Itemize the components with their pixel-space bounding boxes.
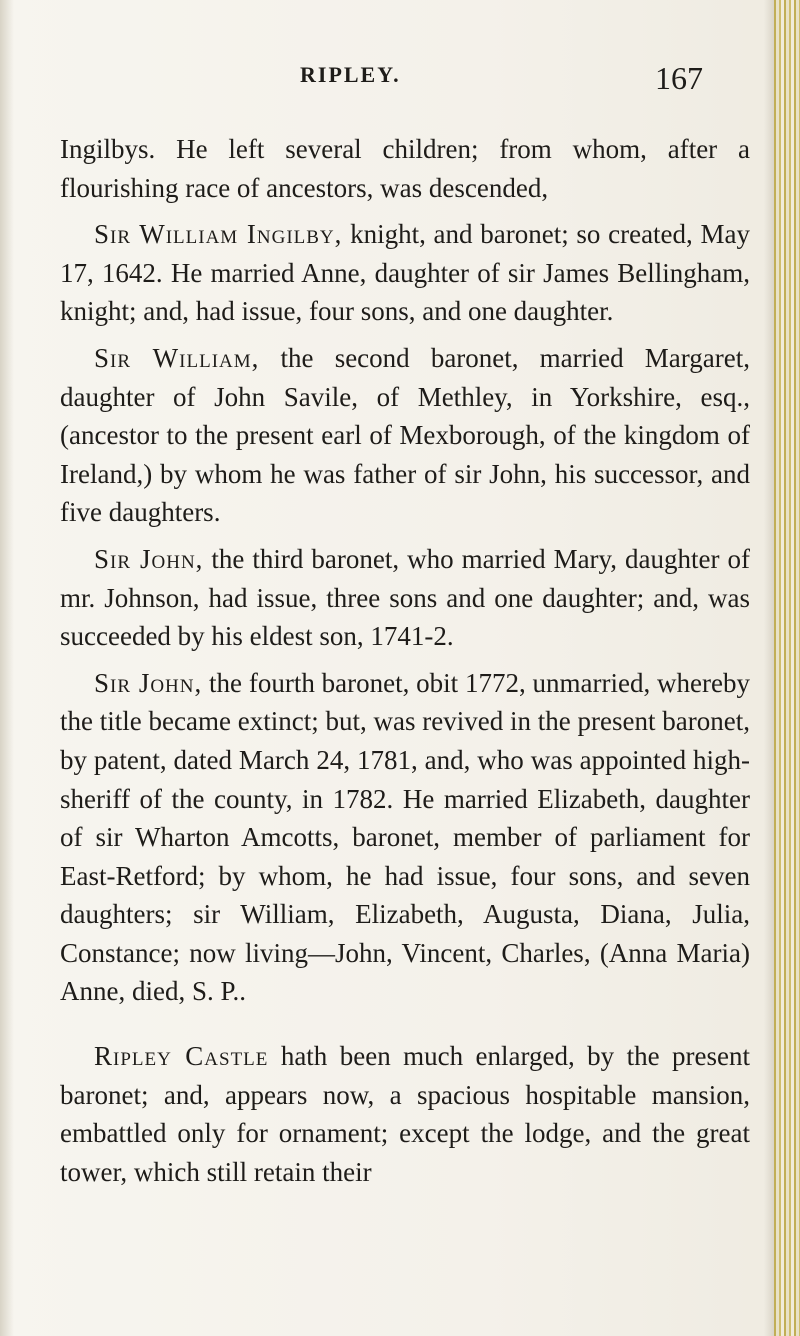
paragraph-text: the second baronet, married Margaret, daughter of John Savile, of Methley, in Yorkshire, esq., (ancestor to the present earl of Mexborough, of the kingdom of Ireland,) by whom he was father of sir John, his successor, and five daughters. — [60, 342, 750, 528]
fore-edge-shade — [764, 0, 774, 1336]
page-number: 167 — [655, 60, 703, 96]
paragraph-6 — [60, 1037, 750, 1191]
paragraph-text: the third baronet, who married Mary, daughter of mr. Johnson, had issue, three sons and one daughter; and, was succeeded by his eldest son, 1741-2. — [60, 543, 750, 652]
person-name: Sir John, — [94, 543, 204, 574]
running-head: RIPLEY. — [300, 62, 401, 87]
paragraph-5 — [60, 664, 750, 1011]
place-name: Ripley Castle — [94, 1041, 269, 1072]
paragraph-2 — [60, 215, 750, 331]
person-name: Sir William Ingilby, — [94, 219, 343, 250]
body-text — [60, 130, 750, 1191]
paragraph-4 — [60, 540, 750, 656]
spine-shadow — [0, 0, 14, 1336]
paragraph-text: knight, and baronet; so created, May 17, 1642. He married Anne, daughter of sir James Bellingham, knight; and, had issue, four sons, and one daughter. — [60, 219, 750, 327]
paragraph-3 — [60, 339, 750, 532]
paragraph-text: hath been much enlarged, by the present baronet; and, appears now, a spacious hospitable mansion, embattled only for ornament; except the lodge, and the great tower, which still retain their — [60, 1041, 750, 1187]
person-name: Sir John, — [94, 667, 203, 698]
fore-edge — [774, 0, 800, 1336]
person-name: Sir William, — [94, 342, 260, 373]
paragraph-1: Ingilbys. He left several children; from whom, after a flourishing race of ancestors, was descended, — [60, 134, 750, 203]
paragraph-text: the fourth baronet, obit 1772, unmarried, whereby the title became extinct; but, was revived in the present baronet, by patent, dated March 24, 1781, and, who was appointed high-sheriff of the county, in 1782. He married Elizabeth, daughter of sir Wharton Amcotts, baronet, member of parliament for East-Retford; by whom, he had issue, four sons, and seven daughters; sir William, Elizabeth, Augusta, Diana, Julia, Constance; now living—John, Vincent, Charles, (Anna Maria) Anne, died, S. P.. — [60, 667, 751, 1007]
